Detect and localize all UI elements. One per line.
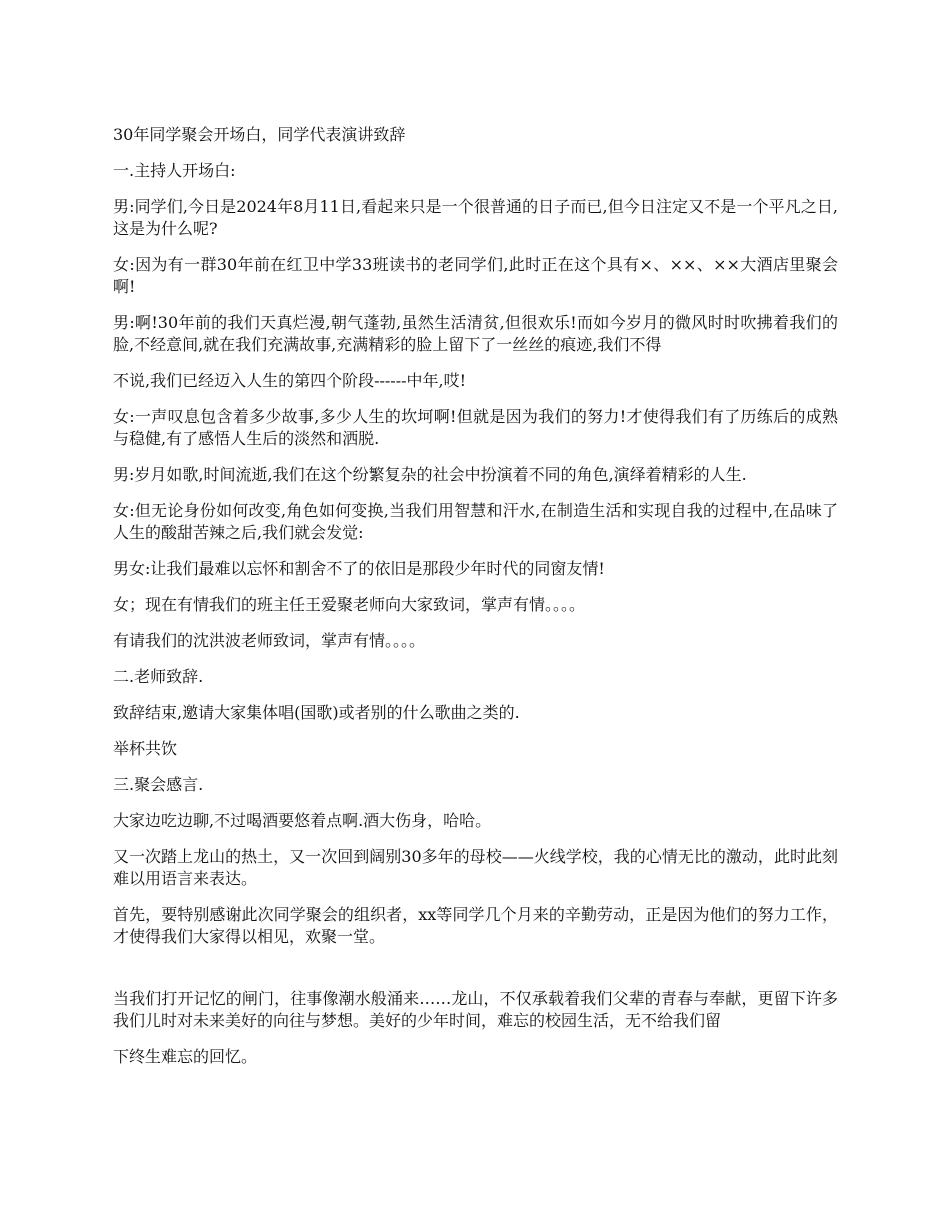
dialogue-paragraph: 女:因为有一群30年前在红卫中学33班读书的老同学们,此时正在这个具有×、××、××大酒店里聚会啊! — [113, 255, 838, 296]
body-paragraph: 当我们打开记忆的闸门，往事像潮水般涌来……龙山，不仅承载着我们父辈的青春与奉献，更留下许多我们儿时对未来美好的向往与梦想。美好的少年时间，难忘的校园生活，无不给我们留 — [113, 989, 838, 1030]
document-title: 30年同学聚会开场白，同学代表演讲致辞 — [113, 125, 406, 144]
dialogue-paragraph: 男:啊!30年前的我们天真烂漫,朝气蓬勃,虽然生活清贫,但很欢乐!而如今岁月的微风时时吹拂着我们的脸,不经意间,就在我们充满故事,充满精彩的脸上留下了一丝丝的痕迹,我们不得 — [113, 313, 838, 354]
dialogue-paragraph: 女:一声叹息包含着多少故事,多少人生的坎坷啊!但就是因为我们的努力!才使得我们有了历练后的成熟与稳健,有了感悟人生后的淡然和洒脱. — [113, 407, 838, 448]
document-page — [113, 124, 838, 1082]
section-heading-teacher-speech: 二.老师致辞. — [113, 667, 204, 686]
dialogue-paragraph: 女；现在有情我们的班主任王爱聚老师向大家致词，掌声有情。。。。 — [113, 595, 586, 614]
body-paragraph: 首先，要特别感谢此次同学聚会的组织者，xx等同学几个月来的辛勤劳动，正是因为他们的努力工作，才使得我们大家得以相见，欢聚一堂。 — [113, 905, 838, 946]
body-paragraph: 大家边吃边聊,不过喝酒要悠着点啊.酒大伤身，哈哈。 — [113, 811, 492, 830]
dialogue-paragraph: 不说,我们已经迈入人生的第四个阶段------中年,哎! — [113, 371, 467, 390]
dialogue-paragraph: 有请我们的沈洪波老师致词，掌声有情。。。。 — [113, 631, 426, 650]
dialogue-paragraph: 男:同学们,今日是2024年8月11日,看起来只是一个很普通的日子而已,但今日注定又不是一个平凡之日,这是为什么呢? — [113, 197, 838, 238]
section-heading-host-opening: 一.主持人开场白: — [113, 161, 236, 180]
dialogue-paragraph: 男:岁月如歌,时间流逝,我们在这个纷繁复杂的社会中扮演着不同的角色,演绎着精彩的人生. — [113, 465, 747, 484]
dialogue-paragraph: 男女:让我们最难以忘怀和割舍不了的依旧是那段少年时代的同窗友情! — [113, 559, 605, 578]
body-paragraph: 又一次踏上龙山的热土，又一次回到阔别30多年的母校——火线学校，我的心情无比的激动，此时此刻难以用语言来表达。 — [113, 847, 838, 888]
body-paragraph: 下终生难忘的回忆。 — [113, 1047, 258, 1066]
body-paragraph: 致辞结束,邀请大家集体唱(国歌)或者别的什么歌曲之类的. — [113, 703, 520, 722]
body-paragraph: 举杯共饮 — [113, 739, 178, 758]
section-heading-reflections: 三.聚会感言. — [113, 775, 204, 794]
dialogue-paragraph: 女:但无论身份如何改变,角色如何变换,当我们用智慧和汗水,在制造生活和实现自我的过程中,在品味了人生的酸甜苦辣之后,我们就会发觉: — [113, 501, 838, 542]
